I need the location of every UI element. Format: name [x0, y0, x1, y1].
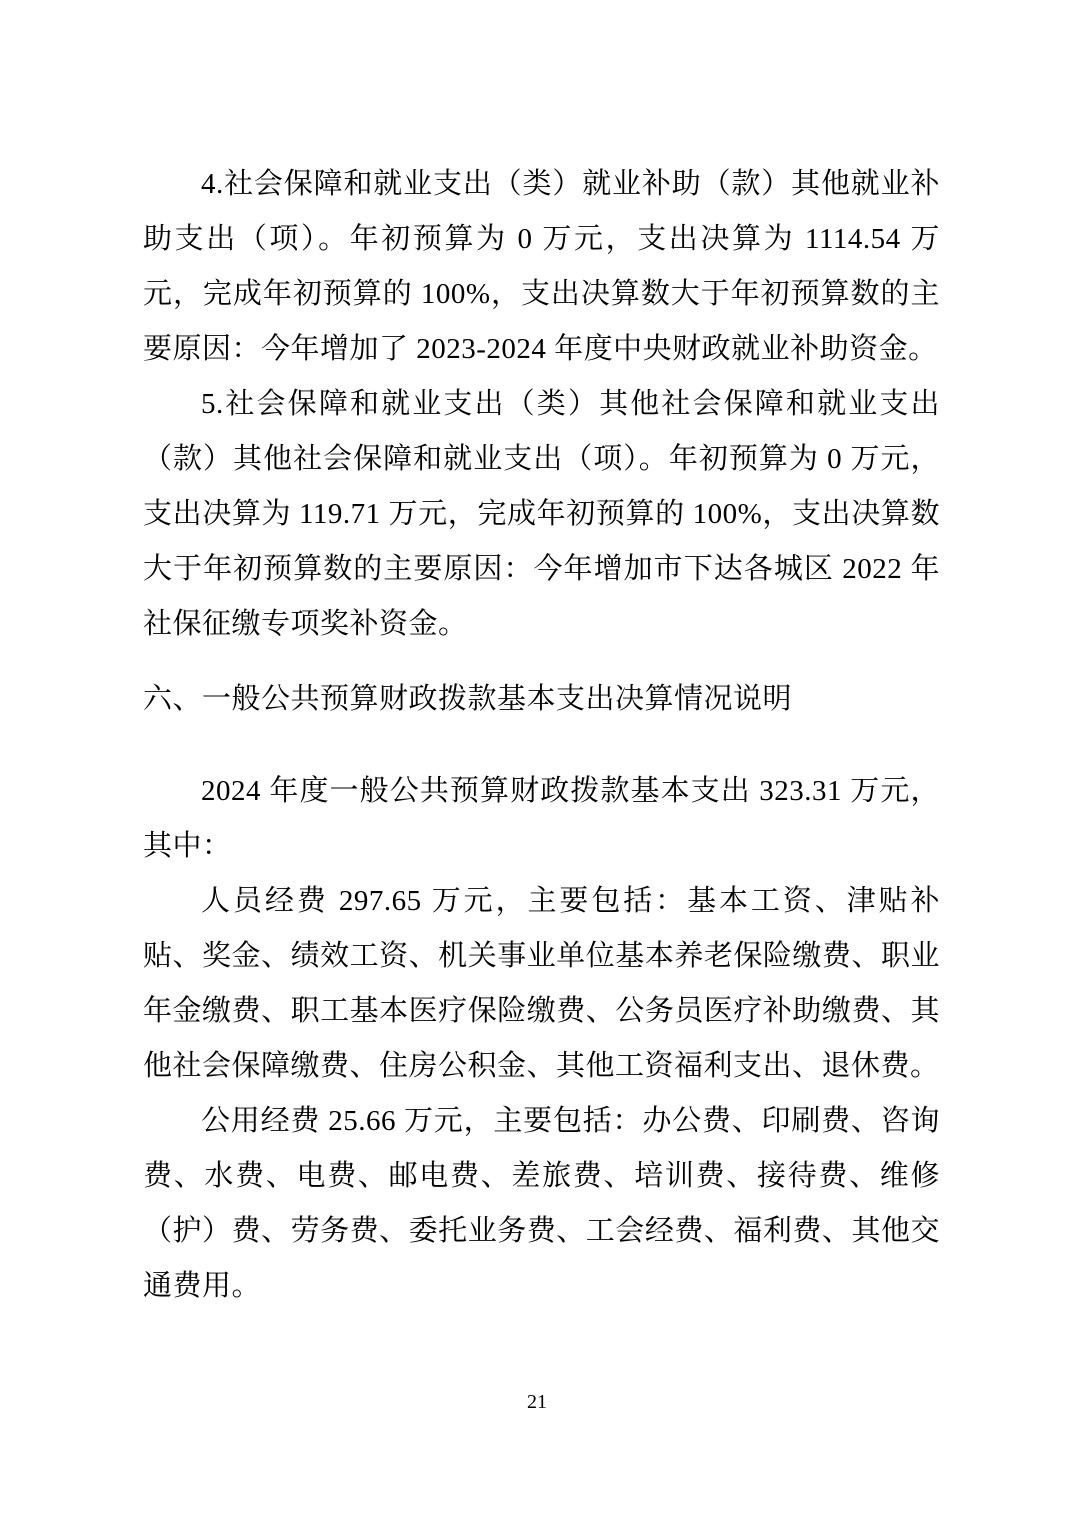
section-heading-basic-expenditure-explanation: 六、一般公共预算财政拨款基本支出决算情况说明	[143, 683, 793, 715]
page-number: 21	[527, 1391, 547, 1413]
paragraph-item-4-social-security-employment-subsidy: 4.社会保障和就业支出（类）就业补助（款）其他就业补助支出（项）。年初预算为 0 万元，支出决算为 1114.54 万元，完成年初预算的 100%，支出决算数大于年初预算数的主要原因：今年增加了 2023-2024 年度中央财政就业补助资金。	[143, 168, 940, 365]
paragraph-personnel-funds: 人员经费 297.65 万元，主要包括：基本工资、津贴补贴、奖金、绩效工资、机关事业单位基本养老保险缴费、职业年金缴费、职工基本医疗保险缴费、公务员医疗补助缴费、其他社会保障缴费、住房公积金、其他工资福利支出、退休费。	[143, 885, 940, 1082]
paragraph-basic-expenditure-total: 2024 年度一般公共预算财政拨款基本支出 323.31 万元，其中：	[143, 775, 940, 862]
document-body	[143, 157, 940, 1314]
paragraph-public-funds: 公用经费 25.66 万元，主要包括：办公费、印刷费、咨询费、水费、电费、邮电费、差旅费、培训费、接待费、维修（护）费、劳务费、委托业务费、工会经费、福利费、其他交通费用。	[143, 1105, 940, 1302]
paragraph-item-5-other-social-security-expenditure: 5.社会保障和就业支出（类）其他社会保障和就业支出（款）其他社会保障和就业支出（项）。年初预算为 0 万元，支出决算为 119.71 万元，完成年初预算的 100%，支出决算数大于年初预算数的主要原因：今年增加市下达各城区 2022 年社保征缴专项奖补资金。	[143, 388, 940, 640]
